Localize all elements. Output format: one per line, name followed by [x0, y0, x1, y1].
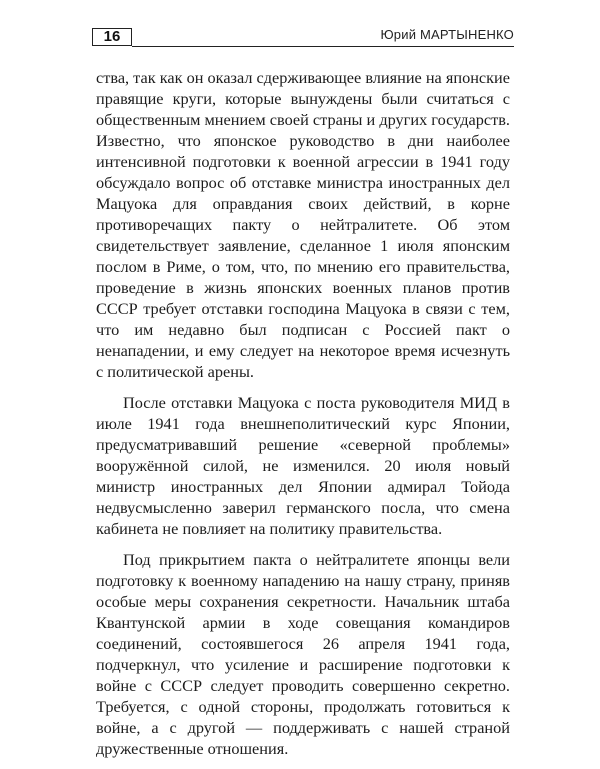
- page-number: 16: [92, 28, 132, 46]
- running-header: [92, 26, 514, 48]
- paragraph-2: После отставки Мацуока с поста руководителя МИД в июле 1941 года внешнеполитический курс Японии, предусматривавший решение «северной проблемы» вооружённой силой, не изменился. 20 июля новый министр иностранных дел Японии адмирал Тойода недвусмысленно заверил германского посла, что смена кабинета не повлияет на политику правительства.: [96, 393, 510, 538]
- running-header-author: Юрий МАРТЫНЕНКО: [380, 27, 514, 42]
- paragraph-1: ства, так как он оказал сдерживающее влияние на японские правящие круги, которые вынуждены были считаться с общественным мнением своей страны и других государств. Известно, что японское руководство в дни наиболее интенсивной подготовки к военной агрессии в 1941 году обсуждало вопрос об отставке министра иностранных дел Мацуока для оправдания своих действий, в корне противоречащих пакту о нейтралитете. Об этом свидетельствует заявление, сделанное 1 июля японским послом в Риме, о том, что, по мнению его правительства, проведение в жизнь японских военных планов против СССР требует отставки господина Мацуока в связи с тем, что им недавно был подписан с Россией пакт о ненападении, и ему следует на некоторое время исчезнуть с политической арены.: [96, 68, 510, 381]
- header-rule: [132, 46, 514, 47]
- paragraph-3: Под прикрытием пакта о нейтралитете японцы вели подготовку к военному нападению на нашу страну, приняв особые меры сохранения секретности. Начальник штаба Квантунской армии в ходе совещания командиров соединений, состоявшегося 26 апреля 1941 года, подчеркнул, что усиление и расширение подготовки к войне с СССР следует проводить совершенно секретно. Требуется, с одной стороны, продолжать готовиться к войне, а с другой — поддерживать с нашей страной дружественные отношения.: [96, 550, 510, 758]
- body-text: [96, 67, 510, 769]
